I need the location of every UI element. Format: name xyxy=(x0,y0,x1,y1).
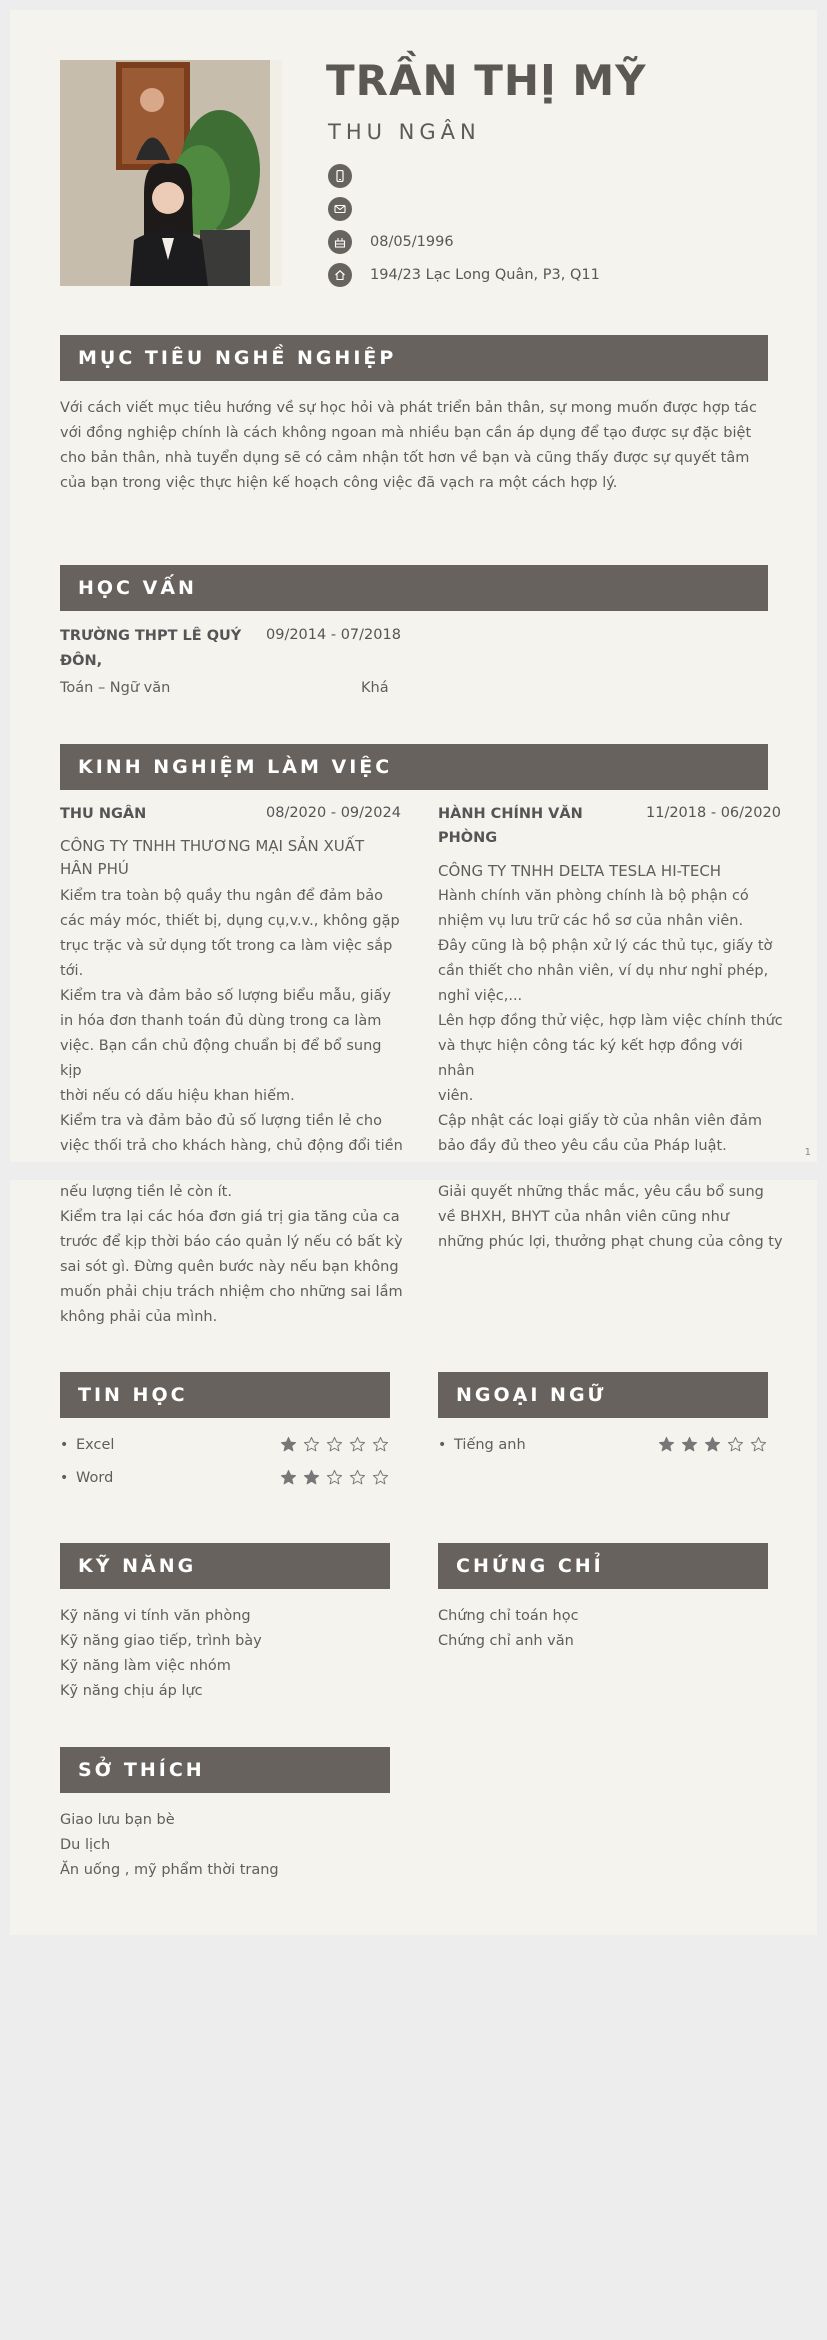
resume-page-1 xyxy=(10,10,817,1162)
star-filled-icon xyxy=(274,1438,297,1457)
certificate-item: Chứng chỉ anh văn xyxy=(438,1633,574,1649)
job1-company: CÔNG TY TNHH THƯƠNG MẠI SẢN XUẤT HÂN PHÚ xyxy=(60,837,365,878)
star-empty-icon xyxy=(320,1438,343,1457)
objective-heading: MỤC TIÊU NGHỀ NGHIỆP xyxy=(60,335,768,381)
job2-title-line2: PHÒNG xyxy=(438,830,498,846)
job2-description-line: về BHXH, BHYT của nhân viên cũng như xyxy=(438,1209,729,1225)
hobbies-heading: SỞ THÍCH xyxy=(60,1747,390,1793)
job1-description-line: Kiểm tra và đảm bảo đủ số lượng tiền lẻ cho xyxy=(60,1113,382,1129)
education-grade: Khá xyxy=(361,680,389,696)
job2-description-line: Lên hợp đồng thử việc, hợp làm việc chính thức xyxy=(438,1013,783,1029)
hobby-item: Ăn uống , mỹ phẩm thời trang xyxy=(60,1862,279,1878)
star-filled-icon xyxy=(652,1438,675,1457)
objective-text: Với cách viết mục tiêu hướng về sự học hỏi và phát triển bản thân, sự mong muốn được hợp tác với đồng nghiệp chính là cách không ngoan mà nhiều bạn cần áp dụng để tạo được sự đặc biệt cho bản thân, nhà tuyển dụng sẽ có cảm nhận tốt hơn về bạn và cũng thấy được sự quyết tâm của bạn trong việc thực hiện kế hoạch công việc đã vạch ra một cách hợp lý. xyxy=(60,400,757,491)
job1-description-part1 xyxy=(60,884,405,1159)
it-heading: TIN HỌC xyxy=(60,1372,390,1418)
contact-address xyxy=(328,263,600,287)
job2-title-line1: HÀNH CHÍNH VĂN xyxy=(438,806,583,822)
language-name: • Tiếng anh xyxy=(454,1437,526,1453)
it-skill-rating-stars xyxy=(274,1436,389,1457)
languages-heading: NGOẠI NGỮ xyxy=(438,1372,768,1418)
job1-description-line: không phải của mình. xyxy=(60,1309,218,1325)
skill-item: Kỹ năng giao tiếp, trình bày xyxy=(60,1633,262,1649)
job1-description-line: trục trặc và sử dụng tốt trong ca làm việc sắp xyxy=(60,938,393,954)
candidate-role: THU NGÂN xyxy=(328,120,481,144)
job2-description-line: nghỉ việc,... xyxy=(438,988,523,1004)
star-empty-icon xyxy=(297,1438,320,1457)
skill-item: Kỹ năng làm việc nhóm xyxy=(60,1658,231,1674)
it-skill-rating-stars xyxy=(274,1469,389,1490)
job1-description-part2 xyxy=(60,1180,405,1330)
job1-description-line: các máy móc, thiết bị, dụng cụ,v.v., không gặp xyxy=(60,913,400,929)
contact-birthday-text: 08/05/1996 xyxy=(370,234,454,250)
skills-list xyxy=(60,1604,262,1704)
star-empty-icon xyxy=(320,1471,343,1490)
phone-icon xyxy=(328,164,352,188)
job2-description-line: Giải quyết những thắc mắc, yêu cầu bổ sung xyxy=(438,1184,764,1200)
contact-address-text: 194/23 Lạc Long Quân, P3, Q11 xyxy=(370,267,600,283)
star-empty-icon xyxy=(366,1438,389,1457)
contact-birthday xyxy=(328,230,454,254)
mail-icon xyxy=(328,197,352,221)
job1-description-line: việc thối trả cho khách hàng, chủ động đổi tiền xyxy=(60,1138,403,1154)
job1-description-line: tới. xyxy=(60,963,84,979)
skills-heading: KỸ NĂNG xyxy=(60,1543,390,1589)
job2-description-line: Hành chính văn phòng chính là bộ phận có xyxy=(438,888,749,904)
education-school-line1: TRƯỜNG THPT LÊ QUÝ xyxy=(60,628,242,644)
job2-description-line: bảo đầy đủ theo yêu cầu của Pháp luật. xyxy=(438,1138,727,1154)
star-empty-icon xyxy=(721,1438,744,1457)
skill-item: Kỹ năng vi tính văn phòng xyxy=(60,1608,251,1624)
hobbies-list xyxy=(60,1808,279,1883)
star-empty-icon xyxy=(343,1471,366,1490)
job2-description-part2 xyxy=(438,1180,783,1255)
job1-description-line: in hóa đơn thanh toán đủ dùng trong ca làm xyxy=(60,1013,382,1029)
hobby-item: Giao lưu bạn bè xyxy=(60,1812,175,1828)
skill-item: Kỹ năng chịu áp lực xyxy=(60,1683,203,1699)
education-major: Toán – Ngữ văn xyxy=(60,680,171,696)
page-number: 1 xyxy=(804,1147,811,1158)
job1-description-line: nếu lượng tiền lẻ còn ít. xyxy=(60,1184,232,1200)
job1-description-line: trước để kịp thời báo cáo quản lý nếu có bất kỳ xyxy=(60,1234,403,1250)
star-filled-icon xyxy=(297,1471,320,1490)
job1-description-line: thời nếu có dấu hiệu khan hiếm. xyxy=(60,1088,295,1104)
it-skill-name: • Excel xyxy=(76,1437,114,1453)
resume-page-2 xyxy=(10,1180,817,1935)
cake-icon xyxy=(328,230,352,254)
job2-description-line: Cập nhật các loại giấy tờ của nhân viên đảm xyxy=(438,1113,762,1129)
language-rating-stars xyxy=(652,1436,767,1457)
job2-company: CÔNG TY TNHH DELTA TESLA HI-TECH xyxy=(438,862,722,880)
contact-phone xyxy=(328,164,370,188)
star-empty-icon xyxy=(343,1438,366,1457)
job2-description-line: Đây cũng là bộ phận xử lý các thủ tục, giấy tờ xyxy=(438,938,773,954)
star-empty-icon xyxy=(744,1438,767,1457)
job1-title: THU NGÂN xyxy=(60,806,147,822)
job1-description-line: sai sót gì. Đừng quên bước này nếu bạn không xyxy=(60,1259,399,1275)
star-filled-icon xyxy=(698,1438,721,1457)
job1-description-line: muốn phải chịu trách nhiệm cho những sai lầm xyxy=(60,1284,403,1300)
it-skill-name: • Word xyxy=(76,1470,113,1486)
job1-period: 08/2020 - 09/2024 xyxy=(266,805,401,821)
experience-heading: KINH NGHIỆM LÀM VIỆC xyxy=(60,744,768,790)
education-heading: HỌC VẤN xyxy=(60,565,768,611)
job1-description-line: Kiểm tra và đảm bảo số lượng biểu mẫu, giấy xyxy=(60,988,392,1004)
job2-description-part1 xyxy=(438,884,783,1159)
candidate-name: TRẦN THỊ MỸ xyxy=(326,56,647,105)
profile-photo-image xyxy=(60,60,282,286)
home-icon xyxy=(328,263,352,287)
job2-description-line: cần thiết cho nhân viên, ví dụ như nghỉ phép, xyxy=(438,963,769,979)
profile-photo xyxy=(60,60,282,286)
star-filled-icon xyxy=(675,1438,698,1457)
certificates-heading: CHỨNG CHỈ xyxy=(438,1543,768,1589)
hobby-item: Du lịch xyxy=(60,1837,111,1853)
job1-description-line: Kiểm tra toàn bộ quầy thu ngân để đảm bảo xyxy=(60,888,384,904)
certificates-list xyxy=(438,1604,579,1654)
job2-period: 11/2018 - 06/2020 xyxy=(646,805,781,821)
certificate-item: Chứng chỉ toán học xyxy=(438,1608,579,1624)
star-empty-icon xyxy=(366,1471,389,1490)
job2-description-line: nhiệm vụ lưu trữ các hồ sơ của nhân viên. xyxy=(438,913,744,929)
job2-description-line: và thực hiện công tác ký kết hợp đồng với nhân xyxy=(438,1038,743,1079)
job1-description-line: Kiểm tra lại các hóa đơn giá trị gia tăng của ca xyxy=(60,1209,400,1225)
star-filled-icon xyxy=(274,1471,297,1490)
job2-description-line: những phúc lợi, thưởng phạt chung của công ty xyxy=(438,1234,783,1250)
job1-description-line: việc. Bạn cần chủ động chuẩn bị để bổ sung kịp xyxy=(60,1038,382,1079)
job2-description-line: viên. xyxy=(438,1088,474,1104)
education-period: 09/2014 - 07/2018 xyxy=(266,627,401,643)
contact-email xyxy=(328,197,370,221)
education-school-line2: ĐÔN, xyxy=(60,653,103,669)
